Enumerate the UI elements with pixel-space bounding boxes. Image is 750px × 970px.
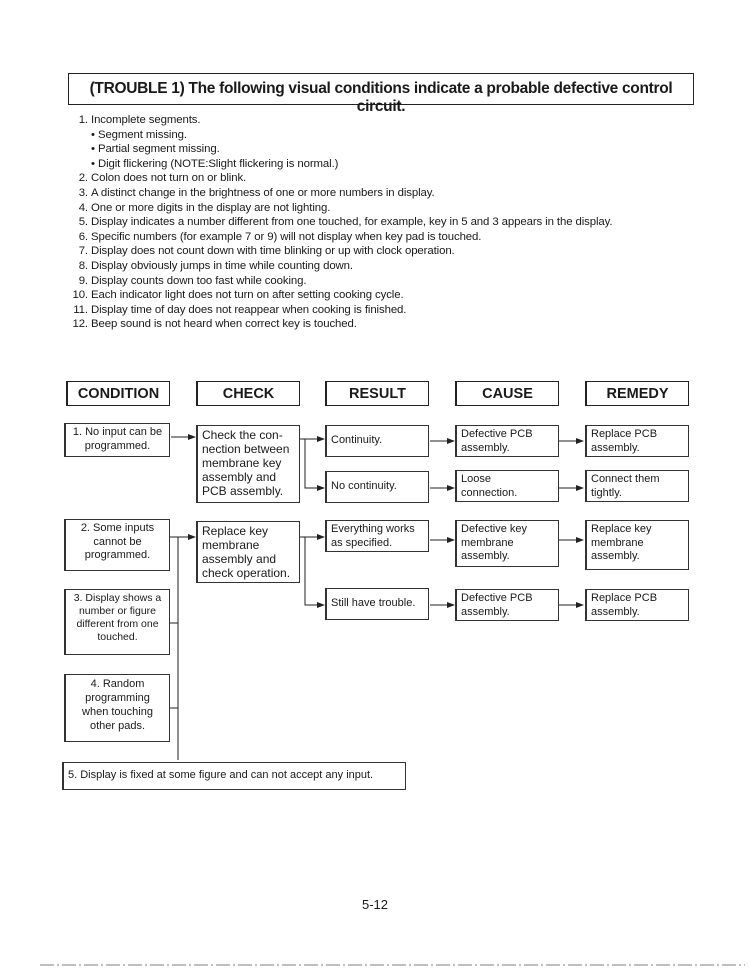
remedy-1a-text: Replace PCB assembly. <box>591 428 658 454</box>
symptom-subitem: • Digit flickering (NOTE:Slight flickering is normal.) <box>91 157 339 170</box>
condition-1-box <box>64 423 170 457</box>
symptom-number: 6. <box>78 230 88 243</box>
condition-3-box <box>64 589 170 655</box>
symptom-text: Display time of day does not reappear when cooking is finished. <box>91 303 407 316</box>
cause-1a-box <box>455 425 559 457</box>
symptom-number: 11. <box>73 303 88 316</box>
condition-5-box <box>62 762 406 790</box>
arrow-check2-result2b <box>305 537 324 605</box>
cause-2a-text: Defective key membrane assembly. <box>461 523 528 562</box>
header-condition: CONDITION <box>66 381 170 406</box>
symptom-text: A distinct change in the brightness of one or more numbers in display. <box>91 186 435 199</box>
symptom-text: Display counts down too fast while cooking. <box>91 274 307 287</box>
result-1a-text: Continuity. <box>331 434 383 446</box>
symptom-number: 7. <box>78 245 88 258</box>
condition-2-text: 2. Some inputs cannot be programmed. <box>80 522 155 561</box>
header-check: CHECK <box>196 381 300 406</box>
result-2a-box <box>325 520 429 552</box>
condition-2-box <box>64 519 170 571</box>
result-2a-text: Everything works as specified. <box>331 523 415 549</box>
result-1b-text: No continuity. <box>331 480 397 492</box>
symptom-number: 3. <box>78 186 88 199</box>
condition-3-text: 3. Display shows a number or figure different from one touched. <box>73 592 162 643</box>
symptom-number: 4. <box>78 201 88 214</box>
symptom-number: 5. <box>78 216 88 229</box>
header-remedy: REMEDY <box>585 381 689 406</box>
condition-4-box <box>64 674 170 742</box>
trouble-title: (TROUBLE 1) The following visual conditions indicate a probable defective control circuit. <box>89 80 673 115</box>
header-result: RESULT <box>325 381 429 406</box>
result-1b-box <box>325 471 429 503</box>
symptom-text: Display indicates a number different from one touched, for example, key in 5 and 3 appears in the display. <box>91 216 613 229</box>
symptom-text: Each indicator light does not turn on after setting cooking cycle. <box>91 289 404 302</box>
symptom-text: Incomplete segments. <box>91 114 201 126</box>
remedy-1a-box <box>585 425 689 457</box>
symptom-number: 1. <box>78 114 88 126</box>
cause-2a-box <box>455 520 559 567</box>
symptom-number: 12. <box>72 318 88 331</box>
check-1-text: Check the con- nection between membrane key assembly and PCB assembly. <box>202 428 290 498</box>
symptom-subitem: • Segment missing. <box>91 128 187 141</box>
remedy-2b-text: Replace PCB assembly. <box>591 592 658 618</box>
result-1a-box <box>325 425 429 457</box>
cause-1a-text: Defective PCB assembly. <box>461 428 533 454</box>
page-number: 5-12 <box>361 897 389 912</box>
symptom-number: 8. <box>78 259 88 272</box>
symptom-text: Beep sound is not heard when correct key is touched. <box>91 318 357 331</box>
check-1-box <box>196 425 300 503</box>
condition-5-text: 5. Display is fixed at some figure and can not accept any input. <box>68 769 374 781</box>
cause-1b-box <box>455 470 559 502</box>
symptom-text: Display obviously jumps in time while counting down. <box>91 259 353 272</box>
symptom-text: One or more digits in the display are not lighting. <box>91 201 331 214</box>
cause-2b-text: Defective PCB assembly. <box>461 592 533 618</box>
symptom-text: Colon does not turn on or blink. <box>91 172 247 185</box>
arrow-check1-result1b <box>305 439 324 488</box>
symptom-number: 2. <box>78 172 88 185</box>
header-cause: CAUSE <box>455 381 559 406</box>
remedy-1b-box <box>585 470 689 502</box>
check-2-text: Replace key membrane assembly and check operation. <box>202 524 291 580</box>
symptom-number: 9. <box>78 274 88 287</box>
remedy-2a-box <box>585 520 689 570</box>
remedy-2b-box <box>585 589 689 621</box>
result-2b-box <box>325 588 429 620</box>
result-2b-text: Still have trouble. <box>331 597 416 609</box>
condition-4-text: 4. Random programming when touching other pads. <box>82 678 153 732</box>
condition-1-text: 1. No input can be programmed. <box>72 426 163 452</box>
cause-1b-text: Loose connection. <box>461 473 518 499</box>
symptom-text: Display does not count down with time blinking or up with clock operation. <box>91 245 455 258</box>
cause-2b-box <box>455 589 559 621</box>
check-2-box <box>196 521 300 583</box>
symptom-subitem: • Partial segment missing. <box>91 143 220 156</box>
symptom-text: Specific numbers (for example 7 or 9) will not display when key pad is touched. <box>91 230 482 243</box>
remedy-1b-text: Connect them tightly. <box>591 473 660 499</box>
symptom-number: 10. <box>72 289 88 302</box>
remedy-2a-text: Replace key membrane assembly. <box>591 523 652 562</box>
